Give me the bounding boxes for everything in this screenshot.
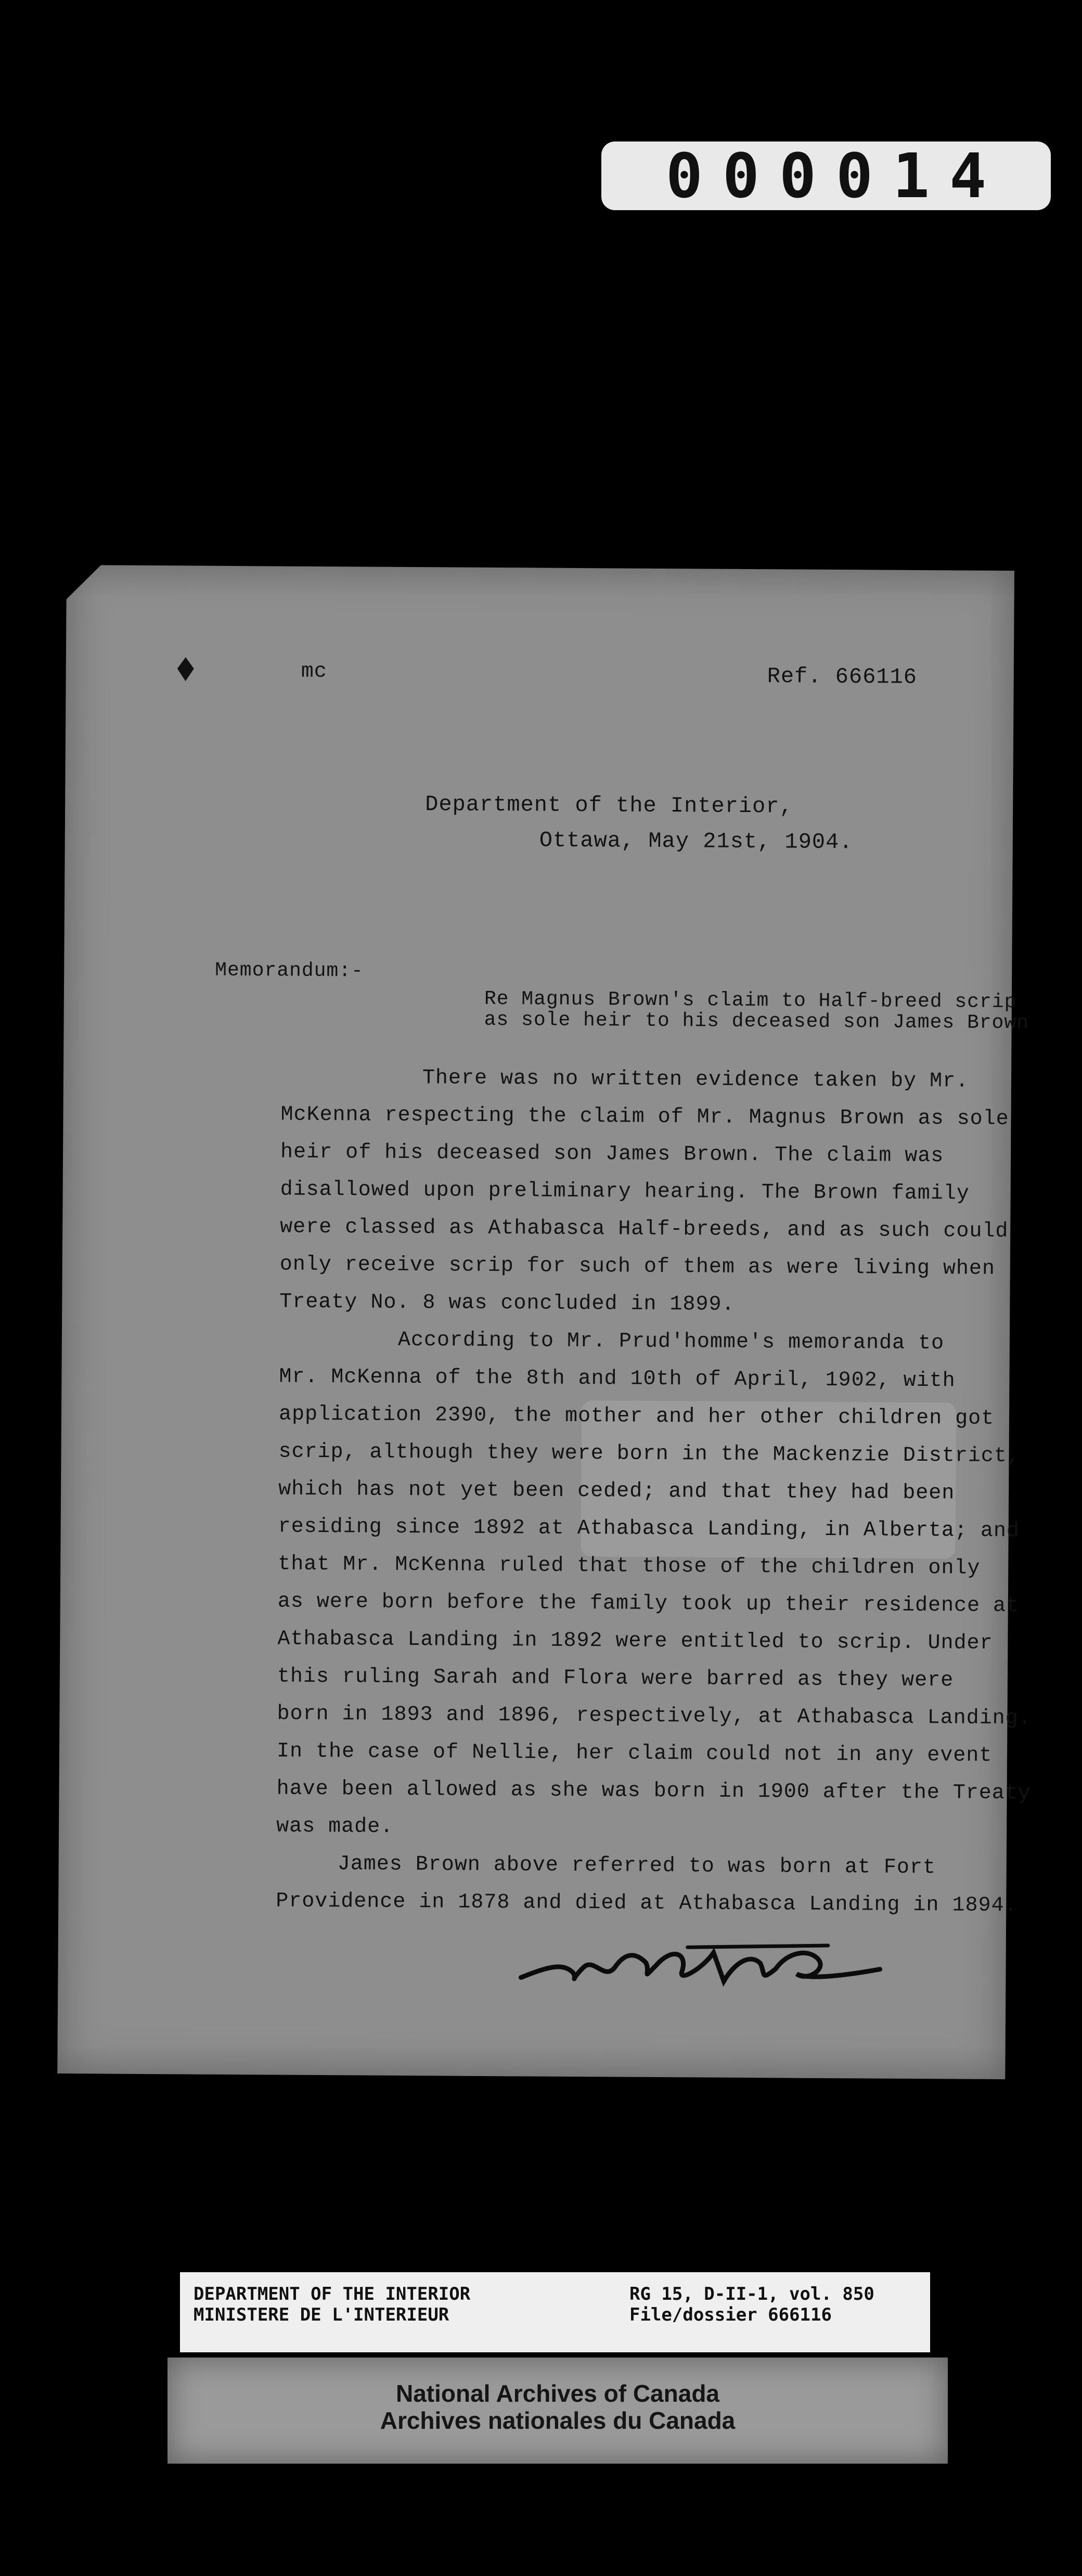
document-page [57, 565, 1032, 2079]
memorandum-label: Memorandum:- [215, 959, 364, 983]
archive-name-english: National Archives of Canada [395, 2380, 719, 2407]
body-line: which has not yet been ceded; and that they had been [278, 1477, 955, 1505]
body-line: heir of his deceased son James Brown. The claim was [280, 1140, 944, 1168]
body-line: James Brown above referred to was born at Fort [337, 1852, 936, 1880]
file-number: File/dossier 666116 [629, 2304, 832, 2325]
body-line: was made. [276, 1814, 394, 1839]
department-french: MINISTERE DE L'INTERIEUR [194, 2304, 449, 2325]
frame-number-label [601, 141, 1051, 210]
body-line: residing since 1892 at Athabasca Landing, in Alberta; and [278, 1515, 1020, 1543]
body-line: Mr. McKenna of the 8th and 10th of April, 1902, with [279, 1365, 956, 1393]
initials: mc [301, 660, 327, 684]
subject-line-2: as sole heir to his deceased son James Brown [484, 1008, 1029, 1035]
body-line: were classed as Athabasca Half-breeds, and as such could [280, 1215, 1009, 1244]
signature-icon [516, 1930, 891, 1995]
body-line: There was no written evidence taken by Mr. [422, 1066, 969, 1093]
body-line: application 2390, the mother and her other children got [278, 1402, 995, 1431]
body-line: In the case of Nellie, her claim could not in any event [276, 1740, 993, 1768]
catalog-strip [180, 2272, 930, 2352]
body-line: disallowed upon preliminary hearing. The Brown family [280, 1178, 970, 1206]
body-line: only receive scrip for such of them as were living when [279, 1253, 996, 1281]
body-line: as were born before the family took up their residence at [277, 1590, 1020, 1618]
subject-line-1: Re Magnus Brown's claim to Half-breed scrip [484, 987, 1017, 1014]
department-english: DEPARTMENT OF THE INTERIOR [194, 2284, 471, 2304]
body-line: Providence in 1878 and died at Athabasca Landing in 1894. [276, 1889, 1017, 1918]
page-corner [66, 564, 102, 600]
reference-number: Ref. 666116 [767, 664, 918, 690]
body-line: have been allowed as she was born in 1900 after the Treaty [276, 1777, 1031, 1806]
department-heading: Department of the Interior, [425, 792, 793, 819]
body-line: scrip, although they were born in the Mackenzie District, [278, 1440, 1020, 1469]
body-line: Treaty No. 8 was concluded in 1899. [279, 1290, 735, 1317]
archive-name-french: Archives nationales du Canada [380, 2407, 736, 2434]
place-date: Ottawa, May 21st, 1904. [539, 828, 853, 855]
record-group: RG 15, D-II-1, vol. 850 [629, 2284, 874, 2304]
body-line: McKenna respecting the claim of Mr. Magnus Brown as sole [280, 1103, 1009, 1131]
body-line: born in 1893 and 1896, respectively, at Athabasca Landing. [277, 1702, 1032, 1731]
body-line: Athabasca Landing in 1892 were entitled to scrip. Under [277, 1627, 993, 1655]
ink-mark-icon [170, 654, 201, 685]
body-line: According to Mr. Prud'homme's memoranda to [397, 1328, 945, 1356]
body-line: that Mr. McKenna ruled that those of the children only [278, 1552, 981, 1580]
body-line: this ruling Sarah and Flora were barred as they were [277, 1665, 954, 1693]
archive-banner [168, 2358, 948, 2464]
frame-number: 000014 [665, 140, 1007, 212]
